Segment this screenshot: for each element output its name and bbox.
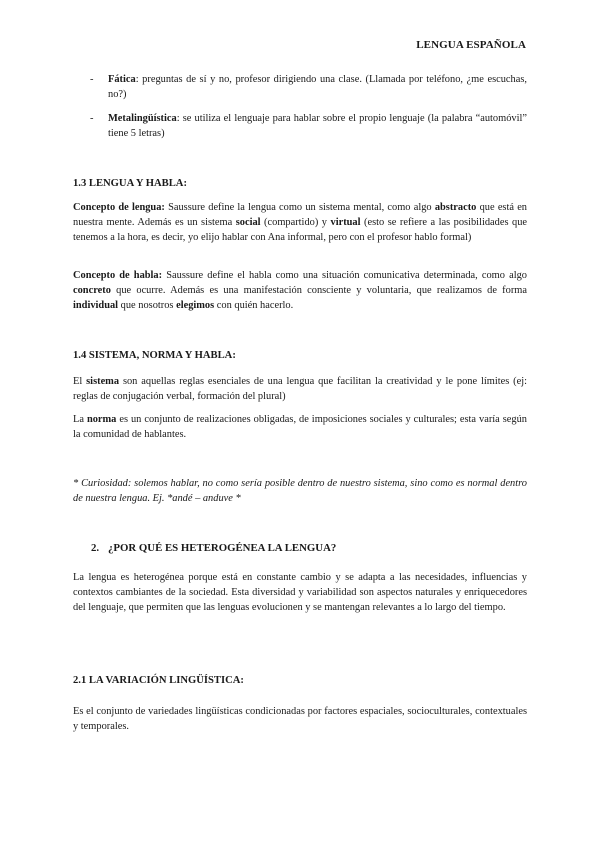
section-number: 2. xyxy=(91,542,100,554)
paragraph-sistema xyxy=(73,374,527,404)
text-run: Saussure define la lengua como un sistema mental, como algo xyxy=(164,202,435,213)
bold-term: elegimos xyxy=(176,300,215,311)
bullet-dash: - xyxy=(90,113,94,124)
function-item-metalinguistica xyxy=(90,111,527,141)
bold-term: individual xyxy=(73,300,119,311)
bold-term: sistema xyxy=(86,376,120,387)
bold-term: concreto xyxy=(73,285,111,296)
bold-term: norma xyxy=(86,414,117,425)
text-run: es un conjunto de realizaciones obligadas, de imposiciones sociales y culturales; esta varía según la comunidad de hablantes. xyxy=(73,414,527,440)
bullet-dash: - xyxy=(90,74,94,85)
text-run: (compartido) y xyxy=(260,217,331,228)
section-title: ¿POR QUÉ ES HETEROGÉNEA LA LENGUA? xyxy=(108,542,337,554)
function-term: Fática xyxy=(108,74,136,85)
text-run: son aquellas reglas esenciales de una lengua que facilitan la creatividad y le pone límites (ej: reglas de conjugación verbal, formación del plural) xyxy=(73,376,527,402)
text-run: que ocurre. Además es una manifestación consciente y voluntaria, que realizamos de forma xyxy=(110,285,527,296)
text-run: La xyxy=(73,414,87,425)
function-text xyxy=(108,72,527,102)
text-run: Saussure define el habla como una situación comunicativa determinada, como algo xyxy=(162,270,527,281)
paragraph-variacion: Es el conjunto de variedades lingüísticas condicionadas por factores espaciales, socioculturales, contextuales y temporales. xyxy=(73,706,527,732)
function-item-fatica xyxy=(90,72,527,102)
section-heading-variacion: 2.1 LA VARIACIÓN LINGÜÍSTICA: xyxy=(73,675,244,686)
curiosity-note: * Curiosidad: solemos hablar, no como sería posible dentro de nuestro sistema, sino como es normal dentro de nuestra lengua. Ej. *andé – anduve * xyxy=(73,478,527,504)
section-heading-lengua-habla: 1.3 LENGUA Y HABLA: xyxy=(73,178,187,189)
text-run: (esto se refiere a las posibilidades que tenemos a la hora, es decir, yo elijo hablar con Ana informal, pero con el profesor hablo formal) xyxy=(73,217,527,243)
term-label: Concepto de lengua: xyxy=(73,202,165,213)
text-run: que está en nuestra mente. Además es un sistema xyxy=(73,202,527,228)
paragraph-concepto-habla xyxy=(73,268,527,313)
text-run: con quién hacerlo. xyxy=(214,300,294,311)
paragraph-norma xyxy=(73,412,527,442)
text-run: El xyxy=(73,376,87,387)
function-term: Metalingüística xyxy=(108,113,177,124)
function-description: : preguntas de sí y no, profesor dirigiendo una clase. (Llamada por teléfono, ¿me escuchas, no?) xyxy=(108,74,527,100)
section-heading-sistema-norma: 1.4 SISTEMA, NORMA Y HABLA: xyxy=(73,350,236,361)
function-description: : se utiliza el lenguaje para hablar sobre el propio lenguaje (la palabra “automóvil” tiene 5 letras) xyxy=(108,113,527,139)
term-label: Concepto de habla: xyxy=(73,270,163,281)
page-header: LENGUA ESPAÑOLA xyxy=(416,39,526,51)
bold-term: abstracto xyxy=(434,202,477,213)
function-text xyxy=(108,111,527,141)
bold-term: virtual xyxy=(330,217,361,228)
paragraph-heterogenea: La lengua es heterogénea porque está en constante cambio y se adapta a las necesidades, influencias y contextos cambiantes de la sociedad. Esta diversidad y variabilidad son aspectos naturales y enriquecedores del lenguaje, que permiten que las lenguas evolucionen y se mantengan relevantes a lo largo del tiempo. xyxy=(73,572,527,613)
bold-term: social xyxy=(235,217,261,228)
text-run: que nosotros xyxy=(118,300,177,311)
section-heading-heterogenea xyxy=(91,541,336,556)
paragraph-concepto-lengua xyxy=(73,200,527,245)
